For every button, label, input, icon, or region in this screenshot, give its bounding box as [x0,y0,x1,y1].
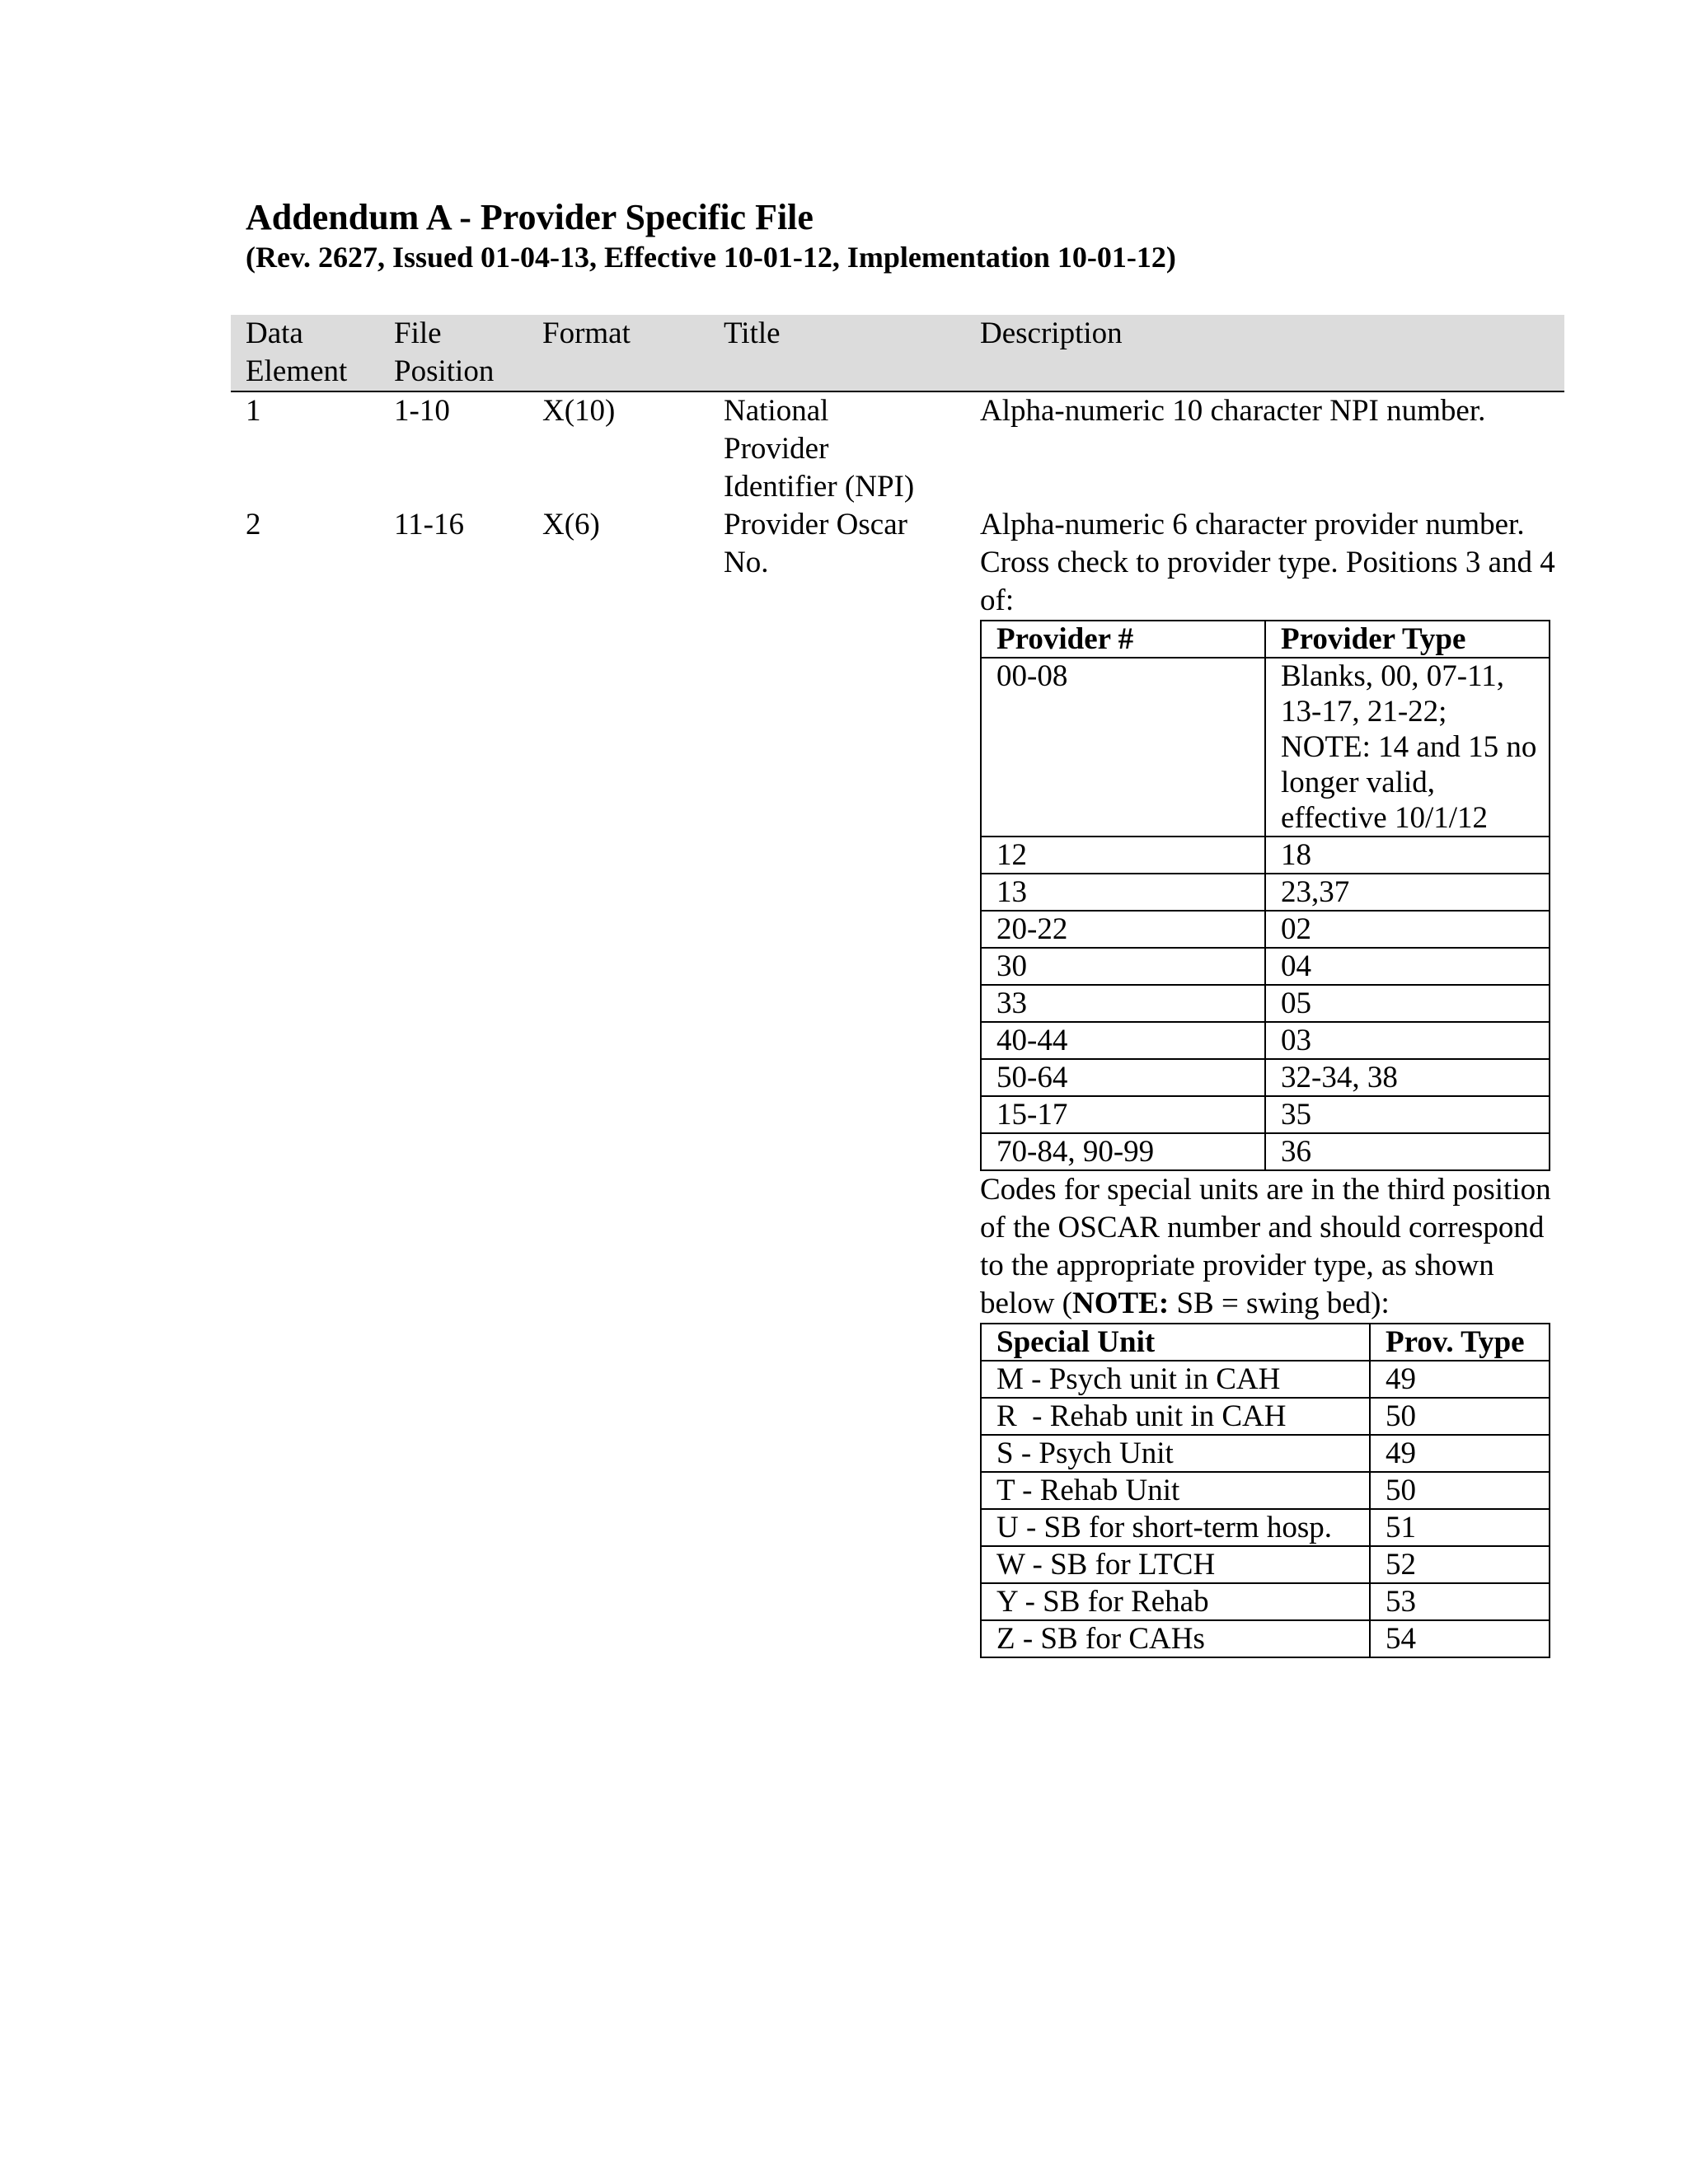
cell-prov-type: 49 [1370,1435,1550,1472]
cell-position: 11-16 [394,508,464,541]
table-row [981,837,1550,874]
header-text: Data [246,316,303,350]
cell-provider-number: 12 [981,837,1265,874]
table-row [981,911,1550,948]
cell-special-unit: R - Rehab unit in CAH [981,1398,1370,1435]
table-row [981,1022,1550,1059]
table-row [981,1059,1550,1096]
table-row [981,1509,1550,1546]
cell-provider-number: 30 [981,948,1265,985]
provider-type-table [980,620,1550,1171]
header-provider-number: Provider # [981,621,1265,658]
header-text: Description [980,316,1123,350]
cell-special-unit: M - Psych unit in CAH [981,1361,1370,1398]
cell-provider-type [1265,1096,1550,1133]
provider-file-table [231,315,1564,1658]
cell-provider-type [1265,948,1550,985]
table-header-row [231,315,1564,391]
table-row [981,985,1550,1022]
cell-special-unit: Y - SB for Rehab [981,1583,1370,1620]
provider-table-header-row [981,621,1550,658]
special-intro-text: Codes for special units are in the third position of the OSCAR number and should correspond to the appropriate provider type, as shown below ( [980,1173,1551,1320]
header-format [528,315,709,391]
table-row [981,658,1550,837]
cell-title [709,506,965,1658]
cell-prov-type: 50 [1370,1472,1550,1509]
table-row [981,1398,1550,1435]
cell-element: 2 [246,508,261,541]
header-prov-type: Prov. Type [1370,1324,1550,1361]
title-line: National [724,394,829,428]
provider-type-line: 04 [1281,949,1311,983]
special-intro-note: NOTE: [1072,1286,1170,1320]
cell-prov-type: 51 [1370,1509,1550,1546]
provider-type-line: 36 [1281,1135,1311,1169]
cell-provider-number: 20-22 [981,911,1265,948]
provider-type-line: Blanks, 00, 07-11, [1281,659,1504,693]
title-line: Provider [724,432,829,466]
cell-description: Alpha-numeric 10 character NPI number. [980,394,1486,428]
cell-provider-number: 13 [981,874,1265,911]
header-file-position [379,315,528,391]
special-intro-text: SB = swing bed): [1169,1286,1390,1320]
header-text: Element [246,354,348,388]
table-row [981,1472,1550,1509]
cell-provider-number: 00-08 [981,658,1265,837]
provider-type-line: 23,37 [1281,875,1350,909]
special-table-header-row [981,1324,1550,1361]
cell-provider-type [1265,1059,1550,1096]
page-subtitle: (Rev. 2627, Issued 01-04-13, Effective 10-01-12, Implementation 10-01-12) [246,241,1176,274]
cell-prov-type: 52 [1370,1546,1550,1583]
cell-provider-type [1265,837,1550,874]
header-special-unit: Special Unit [981,1324,1370,1361]
special-units-intro [980,1171,1564,1323]
provider-type-line: 32-34, 38 [1281,1061,1398,1094]
table-row [981,1435,1550,1472]
title-line: Identifier (NPI) [724,470,915,504]
table-row [981,1546,1550,1583]
cell-provider-type [1265,1022,1550,1059]
cell-provider-number: 40-44 [981,1022,1265,1059]
cell-provider-type [1265,658,1550,837]
header-description [965,315,1564,391]
table-row [981,1361,1550,1398]
cell-description [965,506,1564,1658]
header-text: File [394,316,442,350]
header-data-element [231,315,379,391]
cell-special-unit: S - Psych Unit [981,1435,1370,1472]
provider-type-line: effective 10/1/12 [1281,801,1489,835]
cell-provider-number: 33 [981,985,1265,1022]
cell-special-unit: W - SB for LTCH [981,1546,1370,1583]
table-row [231,391,1564,506]
cell-element: 1 [246,394,261,428]
cell-provider-type [1265,1133,1550,1170]
cell-special-unit: Z - SB for CAHs [981,1620,1370,1657]
table-row [231,506,1564,1658]
header-text: Format [542,316,631,350]
cell-title [709,391,965,506]
cell-prov-type: 54 [1370,1620,1550,1657]
cell-provider-number: 50-64 [981,1059,1265,1096]
cell-format: X(6) [542,508,600,541]
page-title: Addendum A - Provider Specific File [246,197,814,237]
cell-provider-type [1265,911,1550,948]
cell-provider-number: 15-17 [981,1096,1265,1133]
cell-provider-type [1265,985,1550,1022]
cell-position: 1-10 [394,394,450,428]
provider-type-line: 03 [1281,1024,1311,1057]
description-intro: Alpha-numeric 6 character provider number. Cross check to provider type. Positions 3 and 4 of: [980,508,1555,617]
provider-type-line: 35 [1281,1098,1311,1132]
table-row [981,948,1550,985]
cell-provider-type [1265,874,1550,911]
cell-special-unit: U - SB for short-term hosp. [981,1509,1370,1546]
table-row [981,1133,1550,1170]
provider-type-line: 18 [1281,838,1311,872]
table-row [981,1096,1550,1133]
provider-type-line: 05 [1281,987,1311,1020]
title-line: Provider Oscar [724,508,907,541]
header-provider-type: Provider Type [1265,621,1550,658]
header-text: Title [724,316,781,350]
cell-prov-type: 50 [1370,1398,1550,1435]
provider-type-line: longer valid, [1281,766,1436,799]
table-row [981,1583,1550,1620]
cell-format: X(10) [542,394,616,428]
table-row [981,1620,1550,1657]
header-title [709,315,965,391]
special-unit-table [980,1323,1550,1658]
cell-special-unit: T - Rehab Unit [981,1472,1370,1509]
cell-provider-number: 70-84, 90-99 [981,1133,1265,1170]
cell-prov-type: 53 [1370,1583,1550,1620]
header-text: Position [394,354,495,388]
provider-type-line: NOTE: 14 and 15 no [1281,730,1537,764]
provider-type-line: 02 [1281,912,1311,946]
provider-type-line: 13-17, 21-22; [1281,695,1447,729]
title-line: No. [724,546,769,579]
table-row [981,874,1550,911]
cell-prov-type: 49 [1370,1361,1550,1398]
